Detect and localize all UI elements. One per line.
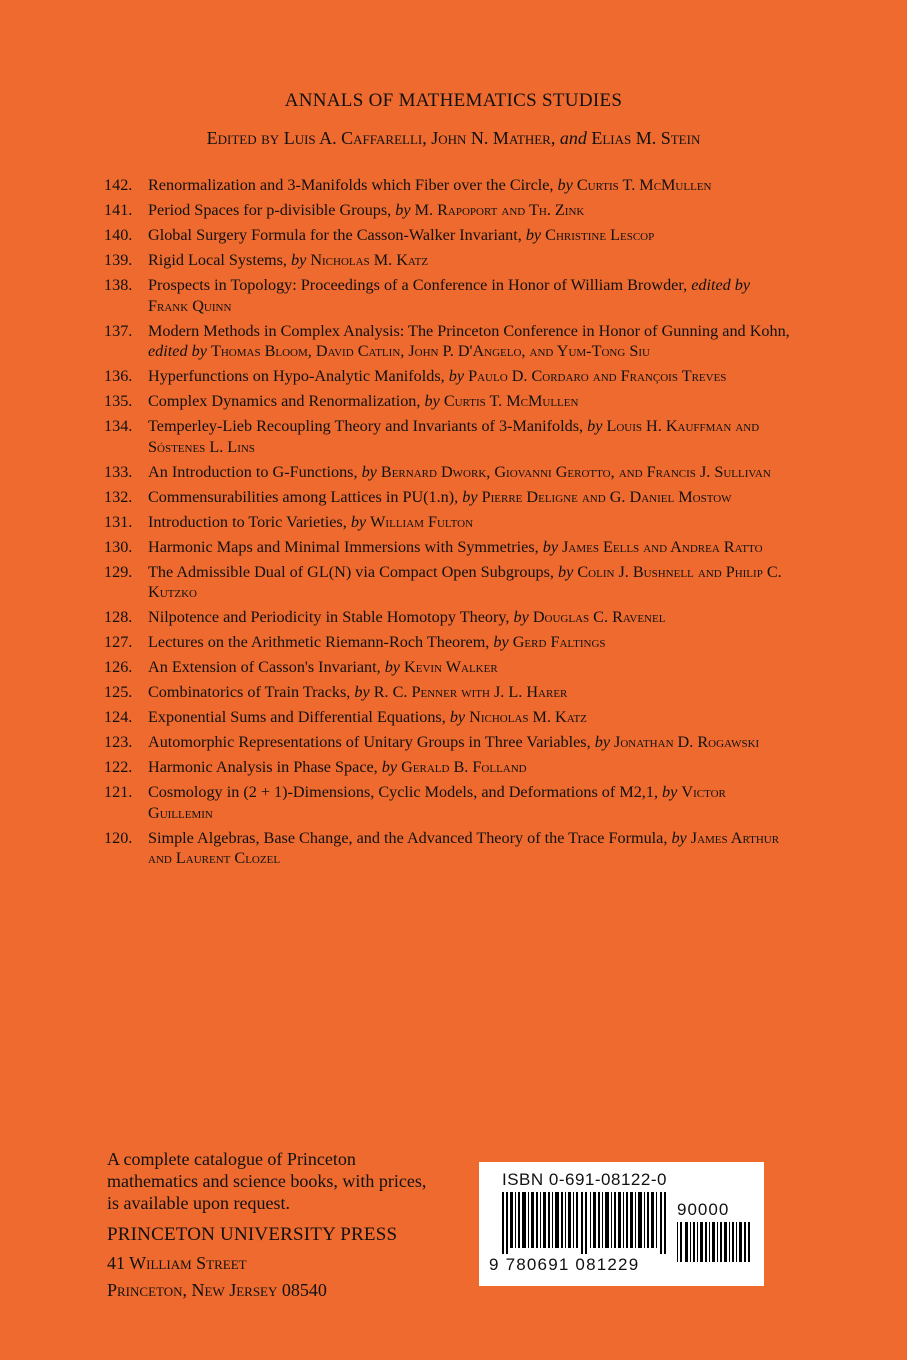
entry-authors: Frank Quinn — [148, 296, 232, 315]
entry-number: 128. — [104, 608, 133, 626]
entry-authors: Curtis T. McMullen — [443, 392, 579, 410]
entry-title: Rigid Local Systems, — [148, 251, 287, 269]
edited-by-label: Edited by — [206, 128, 280, 148]
entry-title: Combinatorics of Train Tracks, — [148, 683, 351, 701]
barcode-panel — [479, 1162, 764, 1286]
entry-number: 132. — [104, 487, 133, 506]
series-entry: 139. Rigid Local Systems, by Nicholas M. Katz — [104, 251, 429, 269]
entry-title: Period Spaces for p-divisible Groups, — [148, 201, 392, 219]
series-entry: 133. An Introduction to G-Functions, by Bernard Dwork, Giovanni Gerotto, and Francis J. Sullivan — [104, 462, 771, 481]
entry-title: An Introduction to G-Functions, — [148, 462, 358, 481]
entry-authors: Pierre Deligne and G. Daniel Mostow — [481, 487, 732, 506]
entry-title: Prospects in Topology: Proceedings of a Conference in Honor of William Browder, — [148, 276, 688, 294]
entry-authors: James Arthur and Laurent Clozel — [148, 828, 780, 867]
entry-number: 137. — [104, 321, 133, 340]
entry-title: Harmonic Maps and Minimal Immersions with Symmetries, — [148, 537, 539, 556]
entry-number: 135. — [104, 392, 133, 410]
ean-barcode-icon — [502, 1192, 668, 1254]
entry-title: Harmonic Analysis in Phase Space, — [148, 758, 378, 776]
entry-number: 131. — [104, 512, 133, 531]
entry-title: Temperley-Lieb Recoupling Theory and Invariants of 3-Manifolds, — [148, 417, 584, 435]
series-entry: 131. Introduction to Toric Varieties, by William Fulton — [104, 512, 474, 531]
series-entry: 136. Hyperfunctions on Hypo-Analytic Manifolds, by Paulo D. Cordaro and François Treves — [104, 367, 727, 385]
entry-authors: Kevin Walker — [404, 658, 498, 676]
entry-number: 121. — [104, 783, 133, 801]
series-entry: 128. Nilpotence and Periodicity in Stable Homotopy Theory, by Douglas C. Ravenel — [104, 608, 666, 626]
entry-title: Lectures on the Arithmetic Riemann-Roch Theorem, — [148, 633, 490, 651]
entry-title: Simple Algebras, Base Change, and the Advanced Theory of the Trace Formula, — [148, 828, 668, 847]
entry-number: 126. — [104, 658, 133, 676]
entry-number: 125. — [104, 683, 133, 701]
series-entry: 120. Simple Algebras, Base Change, and the Advanced Theory of the Trace Formula, by James Arthur and Laurent Clozel — [104, 828, 780, 867]
series-entry: 132. Commensurabilities among Lattices in PU(1.n), by Pierre Deligne and G. Daniel Mostow — [104, 487, 732, 506]
entry-number: 127. — [104, 633, 133, 651]
entry-title: Complex Dynamics and Renormalization, — [148, 392, 421, 410]
entry-number: 141. — [104, 201, 133, 219]
series-entry: 134. Temperley-Lieb Recoupling Theory and Invariants of 3-Manifolds, by Louis H. Kauffman and Sóstenes L. Lins — [104, 417, 760, 456]
entry-number: 124. — [104, 708, 133, 726]
entry-authors: Louis H. Kauffman and Sóstenes L. Lins — [148, 417, 760, 456]
entry-authors: Douglas C. Ravenel — [532, 608, 666, 626]
editor-stein: Elias M. Stein — [591, 128, 701, 148]
entry-number: 138. — [104, 276, 133, 294]
series-entry: 121. Cosmology in (2 + 1)-Dimensions, Cyclic Models, and Deformations of M2,1, by Victor Guillemin — [104, 783, 726, 822]
entry-title: Global Surgery Formula for the Casson-Walker Invariant, — [148, 226, 522, 244]
entry-number: 129. — [104, 562, 133, 581]
entry-authors: Christine Lescop — [545, 226, 655, 244]
entry-title: Exponential Sums and Differential Equations, — [148, 708, 446, 726]
entry-authors: William Fulton — [370, 512, 474, 531]
catalogue-notice: A complete catalogue of Princeton mathematics and science books, with prices, is available upon request. — [107, 1149, 427, 1213]
entry-authors: Curtis T. McMullen — [576, 176, 712, 194]
series-entry: 137. Modern Methods in Complex Analysis: The Princeton Conference in Honor of Gunning and Kohn, edited by Thomas Bloom, David Catlin, John P. D'Angelo, and Yum-Tong Siu — [104, 321, 790, 360]
entry-title: Automorphic Representations of Unitary Groups in Three Variables, — [148, 733, 591, 751]
entry-number: 140. — [104, 226, 133, 244]
entry-number: 134. — [104, 417, 133, 435]
entry-title: Introduction to Toric Varieties, — [148, 512, 347, 531]
entry-authors: Thomas Bloom, David Catlin, John P. D'Angelo, and Yum-Tong Siu — [210, 342, 650, 360]
series-entry: 126. An Extension of Casson's Invariant, by Kevin Walker — [104, 658, 498, 676]
publisher-name: PRINCETON UNIVERSITY PRESS — [107, 1224, 398, 1245]
series-entry: 138. Prospects in Topology: Proceedings of a Conference in Honor of William Browder, edited by Frank Quinn — [104, 276, 751, 315]
entry-number: 139. — [104, 251, 133, 269]
series-entry: 130. Harmonic Maps and Minimal Immersions with Symmetries, by James Eells and Andrea Ratto — [104, 537, 763, 556]
series-entry: 140. Global Surgery Formula for the Casson-Walker Invariant, by Christine Lescop — [104, 226, 655, 244]
entry-title: Renormalization and 3-Manifolds which Fiber over the Circle, — [148, 176, 554, 194]
series-entry: 124. Exponential Sums and Differential Equations, by Nicholas M. Katz — [104, 708, 587, 726]
entry-number: 120. — [104, 828, 133, 847]
series-entry: 129. The Admissible Dual of GL(N) via Compact Open Subgroups, by Colin J. Bushnell and Philip C. Kutzko — [104, 562, 782, 601]
entry-number: 142. — [104, 176, 133, 194]
series-entry: 122. Harmonic Analysis in Phase Space, by Gerald B. Folland — [104, 758, 527, 776]
series-entry: 141. Period Spaces for p-divisible Groups, by M. Rapoport and Th. Zink — [104, 201, 585, 219]
entry-authors: Gerald B. Folland — [401, 758, 527, 776]
series-title: ANNALS OF MATHEMATICS STUDIES — [284, 90, 623, 111]
entry-title: Nilpotence and Periodicity in Stable Homotopy Theory, — [148, 608, 510, 626]
entry-title: An Extension of Casson's Invariant, — [148, 658, 381, 676]
entry-title: Hyperfunctions on Hypo-Analytic Manifolds, — [148, 367, 445, 385]
entry-number: 130. — [104, 537, 133, 556]
entry-title: Cosmology in (2 + 1)-Dimensions, Cyclic Models, and Deformations of M2,1, — [148, 783, 658, 801]
entry-authors: Bernard Dwork, Giovanni Gerotto, and Francis J. Sullivan — [380, 462, 771, 481]
entry-authors: Jonathan D. Rogawski — [614, 733, 760, 751]
entry-number: 122. — [104, 758, 133, 776]
publisher-street: 41 William Street — [107, 1253, 247, 1273]
editor-mather: John N. Mather, — [431, 128, 556, 148]
ean-number: 9 780691 081229 — [489, 1255, 640, 1274]
entry-title: Commensurabilities among Lattices in PU(1.n), — [148, 487, 459, 506]
entry-authors: Gerd Faltings — [512, 633, 606, 651]
series-entry: 125. Combinatorics of Train Tracks, by R. C. Penner with J. L. Harer — [104, 683, 568, 701]
editor-caffarelli: Luis A. Caffarelli, — [283, 128, 427, 148]
entry-authors: Colin J. Bushnell and Philip C. Kutzko — [148, 562, 782, 601]
entry-authors: M. Rapoport and Th. Zink — [414, 201, 585, 219]
entry-title: The Admissible Dual of GL(N) via Compact Open Subgroups, — [148, 562, 554, 581]
entry-number: 133. — [104, 462, 133, 481]
series-entry: 142. Renormalization and 3-Manifolds which Fiber over the Circle, by Curtis T. McMullen — [104, 176, 712, 194]
editors-line — [0, 128, 907, 149]
isbn-label: ISBN 0-691-08122-0 — [502, 1170, 667, 1189]
entry-number: 136. — [104, 367, 133, 385]
entry-title: Modern Methods in Complex Analysis: The Princeton Conference in Honor of Gunning and Kohn, — [148, 321, 790, 340]
series-list — [104, 175, 794, 873]
publisher-city: Princeton, New Jersey 08540 — [107, 1280, 327, 1300]
series-entry: 135. Complex Dynamics and Renormalization, by Curtis T. McMullen — [104, 392, 579, 410]
editors-and: and — [559, 128, 587, 148]
series-entry: 123. Automorphic Representations of Unitary Groups in Three Variables, by Jonathan D. Rogawski — [104, 733, 760, 751]
price-addon-number: 90000 — [677, 1200, 730, 1219]
entry-number: 123. — [104, 733, 133, 751]
entry-authors: Nicholas M. Katz — [310, 251, 429, 269]
entry-authors: Nicholas M. Katz — [469, 708, 587, 726]
addon-barcode-icon — [677, 1222, 753, 1262]
series-entry: 127. Lectures on the Arithmetic Riemann-Roch Theorem, by Gerd Faltings — [104, 633, 606, 651]
entry-authors: Paulo D. Cordaro and François Treves — [468, 367, 727, 385]
entry-authors: R. C. Penner with J. L. Harer — [373, 683, 568, 701]
entry-authors: Victor Guillemin — [148, 783, 726, 822]
entry-authors: James Eells and Andrea Ratto — [562, 537, 763, 556]
